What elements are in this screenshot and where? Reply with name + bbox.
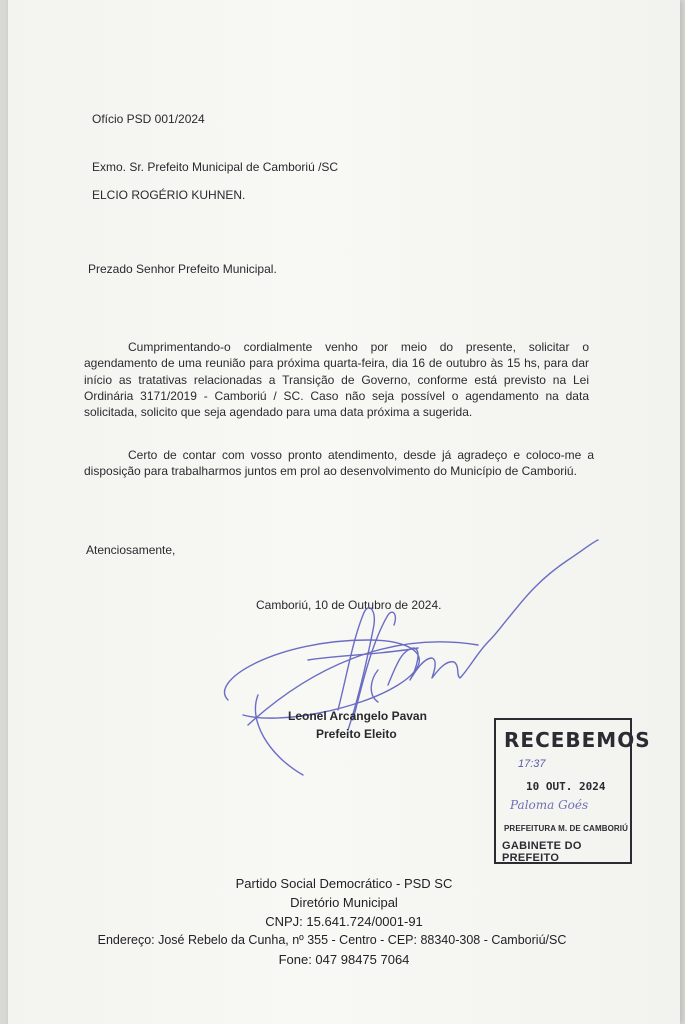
recipient-name: ELCIO ROGÉRIO KUHNEN. [92,188,246,202]
stamp-organization: PREFEITURA M. DE CAMBORIÚ [504,824,628,833]
place-date: Camboriú, 10 de Outubro de 2024. [256,598,442,612]
stamp-title: RECEBEMOS [504,728,651,752]
stamp-time: 17:37 [518,758,546,770]
footer-office: Diretório Municipal [290,895,398,910]
footer-address: Endereço: José Rebelo da Cunha, nº 355 - Centro - CEP: 88340-308 - Camboriú/SC [97,933,567,947]
closing: Atenciosamente, [86,543,176,557]
footer-phone: Fone: 047 98475 7064 [278,952,410,967]
footer-cnpj: CNPJ: 15.641.724/0001-91 [265,914,423,929]
signer-role: Prefeito Eleito [316,727,397,741]
body-paragraph-1: Cumprimentando-o cordialmente venho por meio do presente, solicitar o agendamento de uma reunião para próxima quarta-feira, dia 16 de outubro às 15 hs, para dar início as tratativas relacionadas a Transição de Governo, conforme está previsto na Lei Ordinária 3171/2019 - Camboriú / SC. Caso não seja possível o agendamento na data solicitada, solicito que seja agendado para uma data próxima a sugerida. [84,340,589,420]
letterhead-footer [8,874,680,969]
letter-page [8,0,680,1024]
stamp-department: GABINETE DO PREFEITO [502,840,582,864]
received-stamp [494,718,651,864]
recipient-title: Exmo. Sr. Prefeito Municipal de Camboriú /SC [92,160,339,174]
signer-name: Leonel Arcangelo Pavan [288,709,427,723]
stamp-date: 10 OUT. 2024 [526,780,606,793]
footer-party: Partido Social Democrático - PSD SC [235,876,453,891]
body-paragraph-2: Certo de contar com vosso pronto atendimento, desde já agradeço e coloco-me a disposição para trabalharmos juntos em prol ao desenvolvimento do Município de Camboriú. [84,448,594,479]
salutation: Prezado Senhor Prefeito Municipal. [88,262,277,276]
stamp-received-by: Paloma Goés [510,798,589,812]
letter-reference: Ofício PSD 001/2024 [92,112,205,126]
